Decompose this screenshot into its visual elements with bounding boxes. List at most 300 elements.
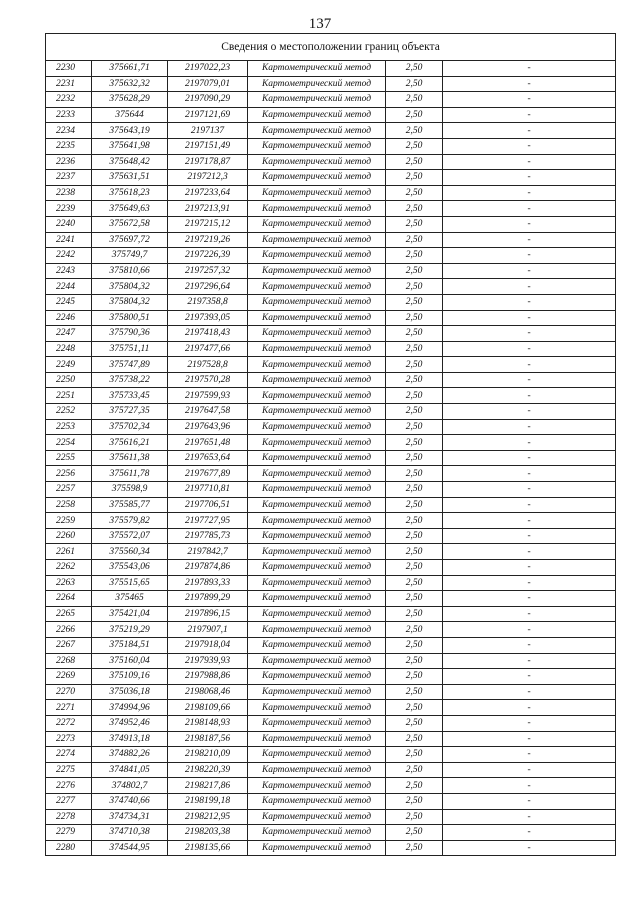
table-row xyxy=(46,248,616,264)
accuracy-cell: 2,50 xyxy=(386,154,443,170)
y-coordinate-cell: 2197647,58 xyxy=(168,404,248,420)
description-cell: - xyxy=(443,747,616,763)
accuracy-cell: 2,50 xyxy=(386,170,443,186)
y-coordinate-cell: 2197918,04 xyxy=(168,637,248,653)
point-number-cell: 2239 xyxy=(46,201,92,217)
y-coordinate-cell: 2197418,43 xyxy=(168,326,248,342)
accuracy-cell: 2,50 xyxy=(386,700,443,716)
x-coordinate-cell: 375036,18 xyxy=(92,684,168,700)
y-coordinate-cell: 2198187,56 xyxy=(168,731,248,747)
description-cell: - xyxy=(443,560,616,576)
x-coordinate-cell: 375109,16 xyxy=(92,669,168,685)
point-number-cell: 2272 xyxy=(46,715,92,731)
y-coordinate-cell: 2197907,1 xyxy=(168,622,248,638)
method-cell: Картометрический метод xyxy=(248,793,386,809)
accuracy-cell: 2,50 xyxy=(386,372,443,388)
accuracy-cell: 2,50 xyxy=(386,107,443,123)
description-cell: - xyxy=(443,809,616,825)
table-row xyxy=(46,778,616,794)
method-cell: Картометрический метод xyxy=(248,637,386,653)
method-cell: Картометрический метод xyxy=(248,731,386,747)
table-row xyxy=(46,544,616,560)
method-cell: Картометрический метод xyxy=(248,419,386,435)
x-coordinate-cell: 375160,04 xyxy=(92,653,168,669)
table-row xyxy=(46,606,616,622)
accuracy-cell: 2,50 xyxy=(386,747,443,763)
method-cell: Картометрический метод xyxy=(248,544,386,560)
table-row xyxy=(46,747,616,763)
point-number-cell: 2248 xyxy=(46,341,92,357)
point-number-cell: 2269 xyxy=(46,669,92,685)
accuracy-cell: 2,50 xyxy=(386,762,443,778)
description-cell: - xyxy=(443,825,616,841)
method-cell: Картометрический метод xyxy=(248,622,386,638)
x-coordinate-cell: 375465 xyxy=(92,591,168,607)
x-coordinate-cell: 374952,46 xyxy=(92,715,168,731)
y-coordinate-cell: 2197219,26 xyxy=(168,232,248,248)
accuracy-cell: 2,50 xyxy=(386,404,443,420)
y-coordinate-cell: 2197896,15 xyxy=(168,606,248,622)
table-row xyxy=(46,560,616,576)
accuracy-cell: 2,50 xyxy=(386,731,443,747)
method-cell: Картометрический метод xyxy=(248,61,386,77)
y-coordinate-cell: 2197599,93 xyxy=(168,388,248,404)
accuracy-cell: 2,50 xyxy=(386,669,443,685)
point-number-cell: 2251 xyxy=(46,388,92,404)
table-row xyxy=(46,793,616,809)
x-coordinate-cell: 375644 xyxy=(92,107,168,123)
x-coordinate-cell: 375184,51 xyxy=(92,637,168,653)
table-row xyxy=(46,294,616,310)
y-coordinate-cell: 2197874,86 xyxy=(168,560,248,576)
x-coordinate-cell: 375733,45 xyxy=(92,388,168,404)
description-cell: - xyxy=(443,575,616,591)
description-cell: - xyxy=(443,216,616,232)
point-number-cell: 2238 xyxy=(46,185,92,201)
table-row xyxy=(46,326,616,342)
x-coordinate-cell: 375790,36 xyxy=(92,326,168,342)
accuracy-cell: 2,50 xyxy=(386,388,443,404)
table-row xyxy=(46,528,616,544)
point-number-cell: 2245 xyxy=(46,294,92,310)
point-number-cell: 2252 xyxy=(46,404,92,420)
accuracy-cell: 2,50 xyxy=(386,450,443,466)
method-cell: Картометрический метод xyxy=(248,76,386,92)
method-cell: Картометрический метод xyxy=(248,123,386,139)
point-number-cell: 2240 xyxy=(46,216,92,232)
point-number-cell: 2261 xyxy=(46,544,92,560)
point-number-cell: 2250 xyxy=(46,372,92,388)
description-cell: - xyxy=(443,138,616,154)
y-coordinate-cell: 2198210,09 xyxy=(168,747,248,763)
accuracy-cell: 2,50 xyxy=(386,263,443,279)
accuracy-cell: 2,50 xyxy=(386,560,443,576)
point-number-cell: 2264 xyxy=(46,591,92,607)
x-coordinate-cell: 375697,72 xyxy=(92,232,168,248)
table-row xyxy=(46,762,616,778)
method-cell: Картометрический метод xyxy=(248,762,386,778)
description-cell: - xyxy=(443,684,616,700)
point-number-cell: 2258 xyxy=(46,497,92,513)
x-coordinate-cell: 375560,34 xyxy=(92,544,168,560)
x-coordinate-cell: 375648,42 xyxy=(92,154,168,170)
x-coordinate-cell: 375515,65 xyxy=(92,575,168,591)
y-coordinate-cell: 2197785,73 xyxy=(168,528,248,544)
y-coordinate-cell: 2197137 xyxy=(168,123,248,139)
table-row xyxy=(46,279,616,295)
y-coordinate-cell: 2197677,89 xyxy=(168,466,248,482)
x-coordinate-cell: 375702,34 xyxy=(92,419,168,435)
x-coordinate-cell: 374841,05 xyxy=(92,762,168,778)
accuracy-cell: 2,50 xyxy=(386,825,443,841)
table-row xyxy=(46,154,616,170)
description-cell: - xyxy=(443,326,616,342)
table-row xyxy=(46,809,616,825)
point-number-cell: 2280 xyxy=(46,840,92,856)
y-coordinate-cell: 2197358,8 xyxy=(168,294,248,310)
accuracy-cell: 2,50 xyxy=(386,326,443,342)
table-row xyxy=(46,216,616,232)
y-coordinate-cell: 2197939,93 xyxy=(168,653,248,669)
table-row xyxy=(46,731,616,747)
point-number-cell: 2275 xyxy=(46,762,92,778)
x-coordinate-cell: 375804,32 xyxy=(92,294,168,310)
accuracy-cell: 2,50 xyxy=(386,778,443,794)
x-coordinate-cell: 375611,78 xyxy=(92,466,168,482)
boundary-coordinates-table xyxy=(45,33,616,856)
description-cell: - xyxy=(443,715,616,731)
description-cell: - xyxy=(443,388,616,404)
y-coordinate-cell: 2198212,95 xyxy=(168,809,248,825)
accuracy-cell: 2,50 xyxy=(386,185,443,201)
method-cell: Картометрический метод xyxy=(248,482,386,498)
description-cell: - xyxy=(443,653,616,669)
method-cell: Картометрический метод xyxy=(248,809,386,825)
table-row xyxy=(46,466,616,482)
description-cell: - xyxy=(443,372,616,388)
table-row xyxy=(46,232,616,248)
y-coordinate-cell: 2197899,29 xyxy=(168,591,248,607)
x-coordinate-cell: 374994,96 xyxy=(92,700,168,716)
accuracy-cell: 2,50 xyxy=(386,248,443,264)
point-number-cell: 2232 xyxy=(46,92,92,108)
x-coordinate-cell: 375611,38 xyxy=(92,450,168,466)
accuracy-cell: 2,50 xyxy=(386,513,443,529)
accuracy-cell: 2,50 xyxy=(386,544,443,560)
table-row xyxy=(46,715,616,731)
description-cell: - xyxy=(443,185,616,201)
point-number-cell: 2259 xyxy=(46,513,92,529)
y-coordinate-cell: 2197842,7 xyxy=(168,544,248,560)
accuracy-cell: 2,50 xyxy=(386,341,443,357)
point-number-cell: 2237 xyxy=(46,170,92,186)
table-row xyxy=(46,310,616,326)
point-number-cell: 2267 xyxy=(46,637,92,653)
accuracy-cell: 2,50 xyxy=(386,232,443,248)
y-coordinate-cell: 2197988,86 xyxy=(168,669,248,685)
section-title: Сведения о местоположении границ объекта xyxy=(46,34,616,61)
method-cell: Картометрический метод xyxy=(248,170,386,186)
accuracy-cell: 2,50 xyxy=(386,497,443,513)
y-coordinate-cell: 2197213,91 xyxy=(168,201,248,217)
point-number-cell: 2247 xyxy=(46,326,92,342)
table-row xyxy=(46,700,616,716)
accuracy-cell: 2,50 xyxy=(386,419,443,435)
accuracy-cell: 2,50 xyxy=(386,138,443,154)
method-cell: Картометрический метод xyxy=(248,450,386,466)
point-number-cell: 2254 xyxy=(46,435,92,451)
accuracy-cell: 2,50 xyxy=(386,591,443,607)
method-cell: Картометрический метод xyxy=(248,294,386,310)
method-cell: Картометрический метод xyxy=(248,263,386,279)
description-cell: - xyxy=(443,731,616,747)
point-number-cell: 2260 xyxy=(46,528,92,544)
method-cell: Картометрический метод xyxy=(248,684,386,700)
y-coordinate-cell: 2197651,48 xyxy=(168,435,248,451)
point-number-cell: 2277 xyxy=(46,793,92,809)
x-coordinate-cell: 374802,7 xyxy=(92,778,168,794)
point-number-cell: 2243 xyxy=(46,263,92,279)
description-cell: - xyxy=(443,793,616,809)
method-cell: Картометрический метод xyxy=(248,372,386,388)
x-coordinate-cell: 375672,58 xyxy=(92,216,168,232)
point-number-cell: 2253 xyxy=(46,419,92,435)
x-coordinate-cell: 375641,98 xyxy=(92,138,168,154)
description-cell: - xyxy=(443,92,616,108)
description-cell: - xyxy=(443,201,616,217)
y-coordinate-cell: 2197215,12 xyxy=(168,216,248,232)
accuracy-cell: 2,50 xyxy=(386,61,443,77)
table-row xyxy=(46,419,616,435)
method-cell: Картометрический метод xyxy=(248,404,386,420)
y-coordinate-cell: 2198199,18 xyxy=(168,793,248,809)
x-coordinate-cell: 374740,66 xyxy=(92,793,168,809)
point-number-cell: 2266 xyxy=(46,622,92,638)
y-coordinate-cell: 2197710,81 xyxy=(168,482,248,498)
description-cell: - xyxy=(443,622,616,638)
description-cell: - xyxy=(443,637,616,653)
x-coordinate-cell: 374913,18 xyxy=(92,731,168,747)
table-row xyxy=(46,622,616,638)
description-cell: - xyxy=(443,466,616,482)
point-number-cell: 2256 xyxy=(46,466,92,482)
description-cell: - xyxy=(443,123,616,139)
y-coordinate-cell: 2198135,66 xyxy=(168,840,248,856)
y-coordinate-cell: 2198109,66 xyxy=(168,700,248,716)
y-coordinate-cell: 2197233,64 xyxy=(168,185,248,201)
point-number-cell: 2257 xyxy=(46,482,92,498)
y-coordinate-cell: 2197528,8 xyxy=(168,357,248,373)
y-coordinate-cell: 2197212,3 xyxy=(168,170,248,186)
x-coordinate-cell: 374882,26 xyxy=(92,747,168,763)
y-coordinate-cell: 2197727,95 xyxy=(168,513,248,529)
description-cell: - xyxy=(443,107,616,123)
method-cell: Картометрический метод xyxy=(248,653,386,669)
x-coordinate-cell: 374544,95 xyxy=(92,840,168,856)
table-header-row xyxy=(46,34,616,61)
table-row xyxy=(46,513,616,529)
point-number-cell: 2242 xyxy=(46,248,92,264)
method-cell: Картометрический метод xyxy=(248,497,386,513)
point-number-cell: 2274 xyxy=(46,747,92,763)
description-cell: - xyxy=(443,61,616,77)
method-cell: Картометрический метод xyxy=(248,669,386,685)
method-cell: Картометрический метод xyxy=(248,341,386,357)
accuracy-cell: 2,50 xyxy=(386,123,443,139)
method-cell: Картометрический метод xyxy=(248,778,386,794)
point-number-cell: 2235 xyxy=(46,138,92,154)
y-coordinate-cell: 2197653,64 xyxy=(168,450,248,466)
x-coordinate-cell: 375421,04 xyxy=(92,606,168,622)
description-cell: - xyxy=(443,76,616,92)
accuracy-cell: 2,50 xyxy=(386,606,443,622)
x-coordinate-cell: 375643,19 xyxy=(92,123,168,139)
accuracy-cell: 2,50 xyxy=(386,216,443,232)
method-cell: Картометрический метод xyxy=(248,185,386,201)
table-row xyxy=(46,653,616,669)
method-cell: Картометрический метод xyxy=(248,575,386,591)
table-row xyxy=(46,591,616,607)
description-cell: - xyxy=(443,700,616,716)
y-coordinate-cell: 2197178,87 xyxy=(168,154,248,170)
y-coordinate-cell: 2197226,39 xyxy=(168,248,248,264)
y-coordinate-cell: 2197079,01 xyxy=(168,76,248,92)
accuracy-cell: 2,50 xyxy=(386,435,443,451)
method-cell: Картометрический метод xyxy=(248,154,386,170)
method-cell: Картометрический метод xyxy=(248,825,386,841)
description-cell: - xyxy=(443,528,616,544)
x-coordinate-cell: 375749,7 xyxy=(92,248,168,264)
description-cell: - xyxy=(443,544,616,560)
point-number-cell: 2231 xyxy=(46,76,92,92)
table-row xyxy=(46,497,616,513)
method-cell: Картометрический метод xyxy=(248,310,386,326)
description-cell: - xyxy=(443,341,616,357)
table-row xyxy=(46,61,616,77)
accuracy-cell: 2,50 xyxy=(386,840,443,856)
method-cell: Картометрический метод xyxy=(248,715,386,731)
x-coordinate-cell: 375579,82 xyxy=(92,513,168,529)
x-coordinate-cell: 375585,77 xyxy=(92,497,168,513)
description-cell: - xyxy=(443,435,616,451)
method-cell: Картометрический метод xyxy=(248,279,386,295)
table-row xyxy=(46,92,616,108)
accuracy-cell: 2,50 xyxy=(386,622,443,638)
y-coordinate-cell: 2197257,32 xyxy=(168,263,248,279)
x-coordinate-cell: 375598,9 xyxy=(92,482,168,498)
x-coordinate-cell: 375543,06 xyxy=(92,560,168,576)
description-cell: - xyxy=(443,778,616,794)
y-coordinate-cell: 2197643,96 xyxy=(168,419,248,435)
accuracy-cell: 2,50 xyxy=(386,482,443,498)
method-cell: Картометрический метод xyxy=(248,357,386,373)
point-number-cell: 2249 xyxy=(46,357,92,373)
accuracy-cell: 2,50 xyxy=(386,637,443,653)
description-cell: - xyxy=(443,310,616,326)
method-cell: Картометрический метод xyxy=(248,466,386,482)
table-row xyxy=(46,123,616,139)
description-cell: - xyxy=(443,170,616,186)
x-coordinate-cell: 375661,71 xyxy=(92,61,168,77)
accuracy-cell: 2,50 xyxy=(386,201,443,217)
accuracy-cell: 2,50 xyxy=(386,466,443,482)
y-coordinate-cell: 2198068,46 xyxy=(168,684,248,700)
table-row xyxy=(46,450,616,466)
x-coordinate-cell: 375616,21 xyxy=(92,435,168,451)
table-row xyxy=(46,107,616,123)
y-coordinate-cell: 2197893,33 xyxy=(168,575,248,591)
y-coordinate-cell: 2198217,86 xyxy=(168,778,248,794)
description-cell: - xyxy=(443,248,616,264)
point-number-cell: 2236 xyxy=(46,154,92,170)
table-row xyxy=(46,435,616,451)
x-coordinate-cell: 375751,11 xyxy=(92,341,168,357)
description-cell: - xyxy=(443,482,616,498)
method-cell: Картометрический метод xyxy=(248,513,386,529)
method-cell: Картометрический метод xyxy=(248,216,386,232)
point-number-cell: 2263 xyxy=(46,575,92,591)
accuracy-cell: 2,50 xyxy=(386,294,443,310)
table-row xyxy=(46,669,616,685)
x-coordinate-cell: 375631,51 xyxy=(92,170,168,186)
method-cell: Картометрический метод xyxy=(248,138,386,154)
table-row xyxy=(46,840,616,856)
point-number-cell: 2271 xyxy=(46,700,92,716)
description-cell: - xyxy=(443,357,616,373)
point-number-cell: 2241 xyxy=(46,232,92,248)
description-cell: - xyxy=(443,450,616,466)
x-coordinate-cell: 375649,63 xyxy=(92,201,168,217)
point-number-cell: 2230 xyxy=(46,61,92,77)
table-row xyxy=(46,201,616,217)
description-cell: - xyxy=(443,294,616,310)
accuracy-cell: 2,50 xyxy=(386,715,443,731)
x-coordinate-cell: 374710,38 xyxy=(92,825,168,841)
point-number-cell: 2273 xyxy=(46,731,92,747)
description-cell: - xyxy=(443,232,616,248)
table-row xyxy=(46,482,616,498)
y-coordinate-cell: 2197022,23 xyxy=(168,61,248,77)
description-cell: - xyxy=(443,263,616,279)
method-cell: Картометрический метод xyxy=(248,591,386,607)
x-coordinate-cell: 375747,89 xyxy=(92,357,168,373)
x-coordinate-cell: 375727,35 xyxy=(92,404,168,420)
method-cell: Картометрический метод xyxy=(248,747,386,763)
accuracy-cell: 2,50 xyxy=(386,809,443,825)
table-row xyxy=(46,263,616,279)
description-cell: - xyxy=(443,497,616,513)
method-cell: Картометрический метод xyxy=(248,388,386,404)
y-coordinate-cell: 2197296,64 xyxy=(168,279,248,295)
description-cell: - xyxy=(443,840,616,856)
method-cell: Картометрический метод xyxy=(248,232,386,248)
method-cell: Картометрический метод xyxy=(248,560,386,576)
table-row xyxy=(46,404,616,420)
x-coordinate-cell: 375804,32 xyxy=(92,279,168,295)
table-row xyxy=(46,76,616,92)
point-number-cell: 2255 xyxy=(46,450,92,466)
y-coordinate-cell: 2197706,51 xyxy=(168,497,248,513)
point-number-cell: 2276 xyxy=(46,778,92,794)
accuracy-cell: 2,50 xyxy=(386,76,443,92)
x-coordinate-cell: 375618,23 xyxy=(92,185,168,201)
accuracy-cell: 2,50 xyxy=(386,653,443,669)
table-row xyxy=(46,185,616,201)
y-coordinate-cell: 2197393,05 xyxy=(168,310,248,326)
point-number-cell: 2279 xyxy=(46,825,92,841)
method-cell: Картометрический метод xyxy=(248,840,386,856)
accuracy-cell: 2,50 xyxy=(386,575,443,591)
